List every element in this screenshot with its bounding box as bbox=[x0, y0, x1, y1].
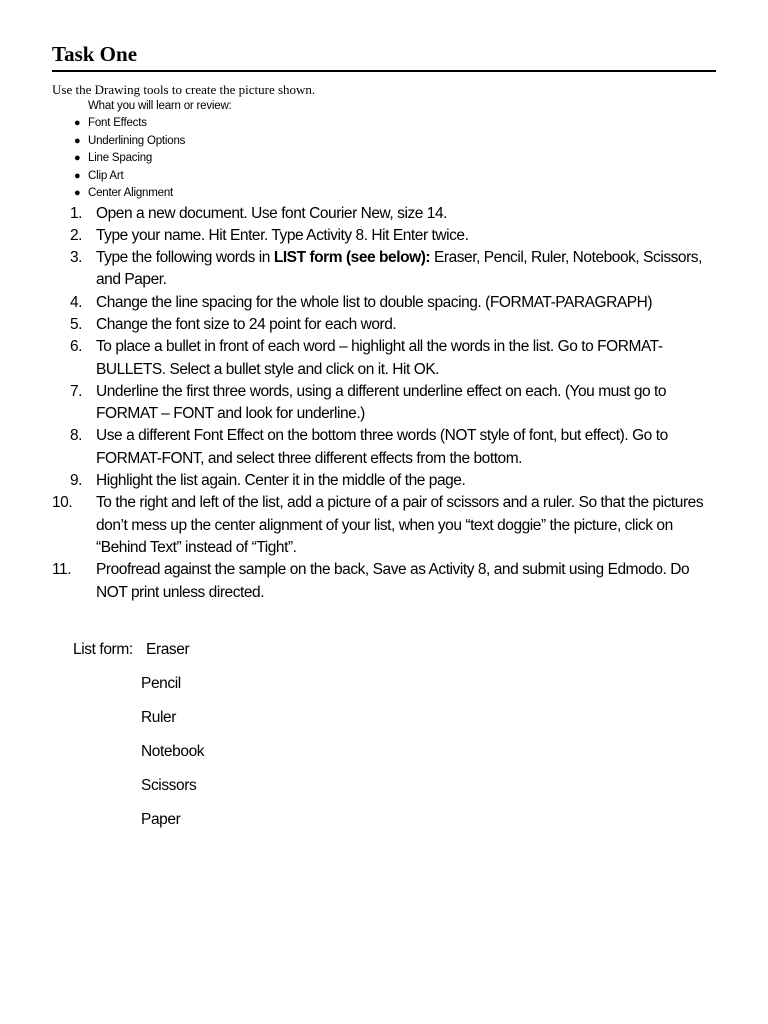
step-item bbox=[52, 314, 716, 336]
step-number: 3. bbox=[70, 249, 83, 267]
bullet-icon: ● bbox=[74, 117, 81, 129]
step-item bbox=[52, 292, 716, 314]
step-text: Underline the first three words, using a different underline effect on each. (You must go to FORMAT – FONT and look for underline.) bbox=[96, 382, 667, 423]
list-form-row bbox=[73, 741, 716, 775]
step-text-bold: LIST form (see below): bbox=[273, 249, 431, 267]
step-text: To place a bullet in front of each word – highlight all the words in the list. Go to FORMAT-BULLETS. Select a bullet style and click on it. Hit OK. bbox=[96, 338, 663, 378]
list-form-row bbox=[73, 707, 716, 741]
list-form-row bbox=[73, 673, 716, 707]
step-text: Type your name. Hit Enter. Type Activity 8. Hit Enter twice. bbox=[96, 226, 469, 244]
instruction-steps bbox=[52, 203, 716, 604]
list-form-word: Scissors bbox=[141, 776, 197, 794]
list-form-word: Pencil bbox=[141, 674, 181, 692]
step-item bbox=[52, 470, 716, 492]
learn-item: ● Clip Art bbox=[52, 168, 716, 186]
step-number: 8. bbox=[70, 427, 83, 445]
list-form-word: Eraser bbox=[146, 640, 190, 658]
step-text: Change the line spacing for the whole list to double spacing. (FORMAT-PARAGRAPH) bbox=[96, 293, 653, 311]
list-form-word: Paper bbox=[141, 810, 181, 828]
bullet-icon: ● bbox=[74, 152, 81, 164]
step-number: 6. bbox=[70, 338, 83, 356]
step-item bbox=[52, 381, 716, 426]
document-page bbox=[52, 40, 716, 843]
step-number: 7. bbox=[70, 382, 83, 400]
list-form-row bbox=[73, 775, 716, 809]
learn-item: ● Underlining Options bbox=[52, 133, 716, 151]
step-text: Use a different Font Effect on the bottom three words (NOT style of font, but effect). Go to FORMAT-FONT, and select three different effects from the bottom. bbox=[96, 427, 668, 467]
step-item bbox=[52, 425, 716, 470]
learn-item: ● Font Effects bbox=[52, 115, 716, 133]
bullet-icon: ● bbox=[74, 134, 81, 147]
step-item bbox=[52, 247, 716, 292]
step-number: 9. bbox=[70, 472, 83, 490]
list-form-sample bbox=[73, 639, 716, 843]
bullet-icon: ● bbox=[74, 169, 81, 182]
bullet-icon: ● bbox=[74, 187, 81, 199]
step-text-post: Eraser, Pencil, Ruler, Notebook, Scissors, and Paper. bbox=[96, 249, 702, 289]
learn-list bbox=[52, 115, 716, 203]
step-text: Highlight the list again. Center it in the middle of the page. bbox=[96, 472, 466, 490]
learn-heading: What you will learn or review: bbox=[88, 100, 232, 112]
step-number: 1. bbox=[70, 204, 83, 222]
step-item bbox=[52, 225, 716, 247]
learn-item: ● Line Spacing bbox=[52, 150, 716, 168]
step-item bbox=[52, 203, 716, 225]
list-form-word: Ruler bbox=[141, 708, 177, 726]
step-number: 2. bbox=[70, 226, 83, 244]
step-number: 10. bbox=[52, 494, 73, 512]
step-text: Change the font size to 24 point for each word. bbox=[96, 315, 397, 333]
page-title: Task One bbox=[52, 40, 716, 72]
step-number: 5. bbox=[70, 315, 83, 333]
list-form-word: Notebook bbox=[141, 742, 205, 760]
learn-item: ● Center Alignment bbox=[52, 185, 716, 203]
step-text: Proofread against the sample on the back, Save as Activity 8, and submit using Edmodo. Do NOT print unless directed. bbox=[96, 561, 690, 601]
step-number: 11. bbox=[52, 561, 72, 579]
step-number: 4. bbox=[70, 293, 83, 311]
step-item bbox=[52, 492, 716, 559]
step-text: Open a new document. Use font Courier New, size 14. bbox=[96, 204, 447, 222]
step-text-pre: Type the following words in bbox=[96, 249, 274, 267]
list-form-row bbox=[73, 809, 716, 843]
list-form-row bbox=[73, 639, 716, 673]
intro-text: Use the Drawing tools to create the picture shown. bbox=[52, 82, 316, 97]
step-text: To the right and left of the list, add a picture of a pair of scissors and a ruler. So that the pictures don’t mess up the center alignment of your list, when you “text doggie” the picture, click on “Behind Text” instead of “Tight”. bbox=[96, 494, 704, 556]
step-item bbox=[52, 336, 716, 381]
list-form-label: List form: bbox=[73, 640, 133, 658]
step-item bbox=[52, 559, 716, 604]
